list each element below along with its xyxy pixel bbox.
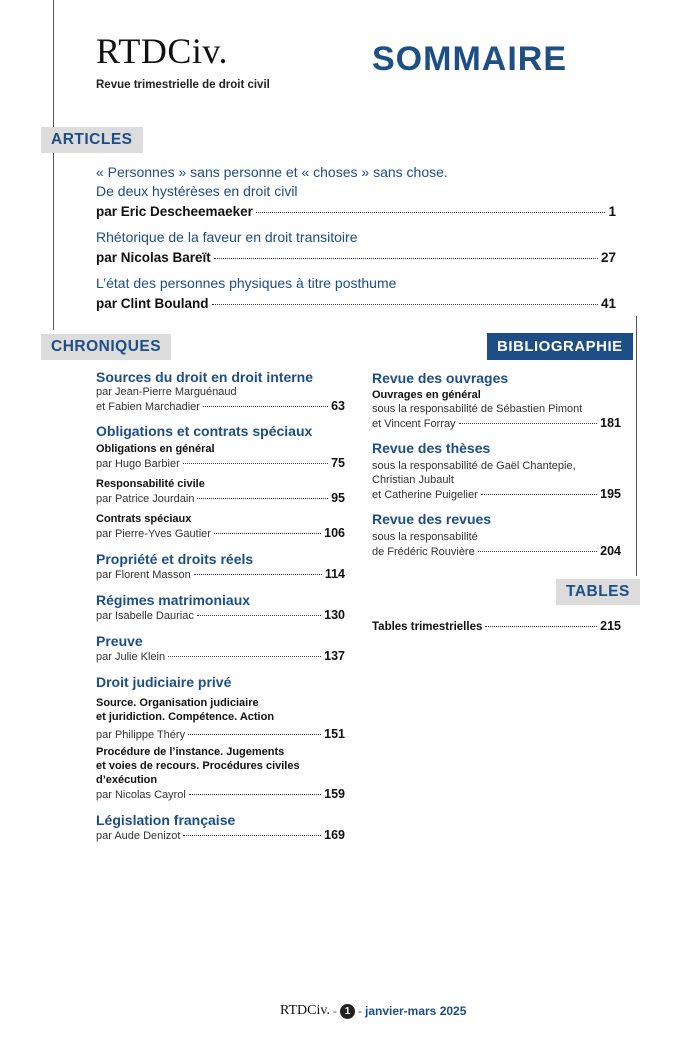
- section-title[interactable]: Droit judiciaire privé: [96, 674, 232, 690]
- author-line: par Julie Klein: [96, 651, 166, 663]
- author-line: par Jean-Pierre Marguénaud: [96, 386, 237, 398]
- toc-entry[interactable]: [372, 416, 621, 431]
- toc-entry[interactable]: [96, 649, 345, 664]
- subsection-title: Responsabilité civile: [96, 478, 205, 490]
- dot-leader: [481, 494, 597, 495]
- article-page: 41: [600, 296, 616, 311]
- dot-leader: [478, 551, 597, 552]
- subsection-title: Contrats spéciaux: [96, 513, 192, 525]
- page-number: 63: [331, 399, 345, 413]
- section-title[interactable]: Preuve: [96, 633, 143, 649]
- toc-entry[interactable]: [96, 491, 345, 506]
- toc-entry[interactable]: [96, 456, 345, 471]
- articles-list: [96, 163, 616, 311]
- dot-leader: [188, 734, 321, 735]
- toc-entry[interactable]: [96, 608, 345, 623]
- toc-entry[interactable]: [96, 787, 345, 802]
- section-title[interactable]: Législation française: [96, 812, 236, 828]
- bibliographie-column: [372, 370, 621, 559]
- page-number: 106: [324, 526, 345, 540]
- section-title[interactable]: Sources du droit en droit interne: [96, 369, 314, 385]
- articles-heading: ARTICLES: [41, 127, 143, 153]
- toc-entry[interactable]: [96, 567, 345, 582]
- subsection-title: Ouvrages en général: [372, 389, 481, 401]
- page-footer: [280, 1003, 466, 1019]
- toc-entry[interactable]: [96, 828, 345, 843]
- article-author: par Clint Bouland: [96, 296, 209, 311]
- subsection-title: Obligations en général: [96, 443, 215, 455]
- author-line: et Catherine Puigelier: [372, 489, 478, 501]
- section-title[interactable]: Revue des revues: [372, 511, 492, 527]
- author-line: par Florent Masson: [96, 569, 191, 581]
- toc-entry[interactable]: [96, 399, 345, 414]
- page-number: 159: [324, 787, 345, 801]
- chroniques-column: [96, 369, 345, 843]
- article-title: « Personnes » sans personne et « choses » sans chose.: [96, 164, 448, 180]
- tables-heading: TABLES: [556, 579, 640, 605]
- dot-leader: [485, 626, 597, 627]
- article-title-cont: De deux hystérèses en droit civil: [96, 183, 298, 199]
- right-rule: [636, 316, 637, 576]
- dot-leader: [459, 423, 598, 424]
- section-title[interactable]: Revue des thèses: [372, 440, 491, 456]
- issue-number-badge: 1: [340, 1004, 355, 1019]
- page-number: 195: [600, 487, 621, 501]
- page-title: SOMMAIRE: [372, 40, 567, 78]
- page-number: 137: [324, 649, 345, 663]
- dot-leader: [189, 794, 321, 795]
- author-line: par Nicolas Cayrol: [96, 789, 186, 801]
- page-number: 151: [324, 727, 345, 741]
- journal-subtitle: Revue trimestrielle de droit civil: [96, 79, 270, 91]
- subsection-title-cont: et juridiction. Compétence. Action: [96, 711, 275, 723]
- dot-leader: [197, 615, 321, 616]
- author-line: et Vincent Forray: [372, 418, 456, 430]
- footer-separator: -: [332, 1004, 337, 1018]
- page-number: 130: [324, 608, 345, 622]
- dot-leader: [212, 304, 598, 305]
- page-number: 95: [331, 491, 345, 505]
- author-line: par Patrice Jourdain: [96, 493, 195, 505]
- left-rule: [53, 0, 54, 330]
- tables-label: Tables trimestrielles: [372, 621, 483, 633]
- page-number: 75: [331, 456, 345, 470]
- dot-leader: [214, 533, 321, 534]
- bibliographie-heading: BIBLIOGRAPHIE: [487, 333, 633, 360]
- author-line: sous la responsabilité: [372, 531, 478, 543]
- author-line: de Frédéric Rouvière: [372, 546, 475, 558]
- dot-leader: [168, 656, 321, 657]
- page-number: 114: [324, 567, 345, 581]
- author-line: Christian Jubault: [372, 474, 454, 486]
- author-line: sous la responsabilité de Gaël Chantepie,: [372, 460, 576, 472]
- article-item[interactable]: [96, 228, 616, 265]
- subsection-title-cont: d’exécution: [96, 774, 158, 786]
- chroniques-heading: CHRONIQUES: [41, 334, 171, 360]
- journal-logo: RTDCiv.: [96, 31, 229, 71]
- article-item[interactable]: [96, 274, 616, 311]
- dot-leader: [214, 258, 598, 259]
- article-title: L’état des personnes physiques à titre posthume: [96, 275, 397, 291]
- toc-entry[interactable]: [372, 619, 621, 634]
- article-title: Rhétorique de la faveur en droit transitoire: [96, 229, 358, 245]
- toc-entry[interactable]: [96, 526, 345, 541]
- footer-logo: RTDCiv.: [280, 1003, 330, 1018]
- subsection-title-cont: et voies de recours. Procédures civiles: [96, 760, 300, 772]
- article-author-line: [96, 250, 616, 265]
- section-title[interactable]: Régimes matrimoniaux: [96, 592, 251, 608]
- article-author: par Nicolas Bareït: [96, 250, 211, 265]
- author-line: par Isabelle Dauriac: [96, 610, 194, 622]
- author-line: et Fabien Marchadier: [96, 401, 200, 413]
- toc-entry[interactable]: [372, 544, 621, 559]
- author-line: sous la responsabilité de Sébastien Pimont: [372, 403, 583, 415]
- author-line: par Pierre-Yves Gautier: [96, 528, 211, 540]
- section-title[interactable]: Revue des ouvrages: [372, 370, 509, 386]
- section-title[interactable]: Obligations et contrats spéciaux: [96, 423, 313, 439]
- dot-leader: [203, 406, 328, 407]
- subsection-title: Procédure de l’instance. Jugements: [96, 746, 285, 758]
- page-number: 181: [600, 416, 621, 430]
- page-number: 169: [324, 828, 345, 842]
- article-page: 1: [608, 204, 616, 219]
- dot-leader: [197, 498, 328, 499]
- author-line: par Philippe Théry: [96, 729, 186, 741]
- subsection-title: Source. Organisation judiciaire: [96, 697, 259, 709]
- author-line: par Hugo Barbier: [96, 458, 180, 470]
- page-number: 204: [600, 544, 621, 558]
- footer-date: janvier-mars 2025: [364, 1004, 467, 1018]
- dot-leader: [183, 835, 321, 836]
- article-author: par Eric Descheemaeker: [96, 204, 253, 219]
- article-page: 27: [600, 250, 616, 265]
- dot-leader: [183, 463, 328, 464]
- author-line: par Aude Denizot: [96, 830, 181, 842]
- dot-leader: [256, 212, 606, 213]
- article-item[interactable]: [96, 163, 616, 219]
- footer-separator: -: [357, 1004, 362, 1018]
- section-title[interactable]: Propriété et droits réels: [96, 551, 254, 567]
- article-author-line: [96, 296, 616, 311]
- toc-entry[interactable]: [96, 727, 345, 742]
- article-author-line: [96, 204, 616, 219]
- page-number: 215: [600, 619, 621, 633]
- toc-entry[interactable]: [372, 487, 621, 502]
- dot-leader: [194, 574, 322, 575]
